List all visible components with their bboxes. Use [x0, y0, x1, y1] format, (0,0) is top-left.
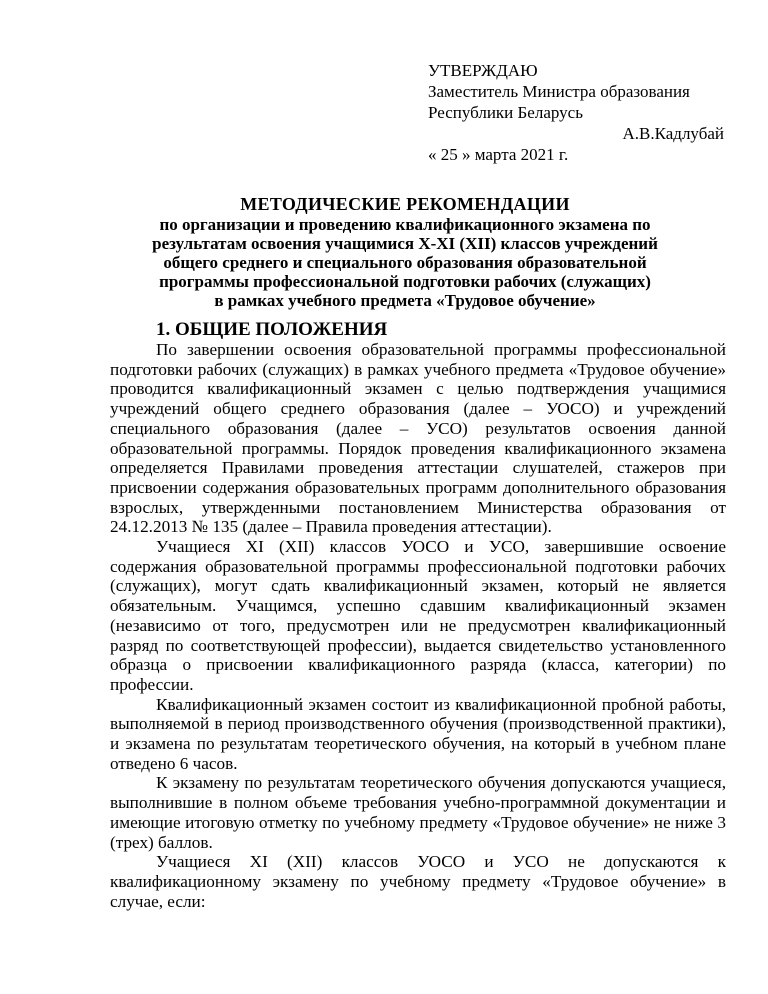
- document-subtitle-line: результатам освоения учащимися X-XI (XII) классов учреждений: [152, 234, 658, 253]
- approval-date: « 25 » марта 2021 г.: [428, 145, 569, 164]
- paragraph: Учащиеся XI (XII) классов УОСО и УСО, завершившие освоение содержания образовательной программы профессиональной подготовки рабочих (служащих), могут сдать квалификационный экзамен, который не является обязательным. Учащимся, успешно сдавшим квалификационный экзамен (независимо от того, предусмотрен или не предусмотрен квалификационный разряд по соответствующей профессии), выдается свидетельство установленного образца о присвоении квалификационного разряда (класса, категории) по профессии.: [110, 537, 726, 694]
- approval-signatory: А.В.Кадлубай: [622, 124, 724, 143]
- approval-heading: УТВЕРЖДАЮ: [428, 61, 538, 80]
- document-subtitle-line: в рамках учебного предмета «Трудовое обучение»: [214, 291, 596, 310]
- approval-position: Заместитель Министра образования: [428, 82, 690, 101]
- paragraph: Квалификационный экзамен состоит из квалификационной пробной работы, выполняемой в период производственного обучения (производственной практики), и экзамена по результатам теоретического обучения, на который в учебном плане отведено 6 часов.: [110, 694, 726, 773]
- section-body: [110, 340, 726, 911]
- document-subtitle-line: по организации и проведению квалификационного экзамена по: [159, 215, 651, 234]
- paragraph: По завершении освоения образовательной программы профессиональной подготовки рабочих (служащих) в рамках учебного предмета «Трудовое обучение» проводится квалификационный экзамен с целью подтверждения учащимися учреждений общего среднего образования (далее – УОСО) и учреждений специального образования (далее – УСО) результатов освоения данной образовательной программы. Порядок проведения квалификационного экзамена определяется Правилами проведения аттестации слушателей, стажеров при присвоении содержания образовательных программ дополнительного образования взрослых, утвержденными постановлением Министерства образования от 24.12.2013 № 135 (далее – Правила проведения аттестации).: [110, 340, 726, 537]
- document-title: МЕТОДИЧЕСКИЕ РЕКОМЕНДАЦИИ: [240, 194, 570, 214]
- paragraph: Учащиеся XI (XII) классов УОСО и УСО не допускаются к квалификационному экзамену по учебному предмету «Трудовое обучение» в случае, если:: [110, 852, 726, 911]
- paragraph: К экзамену по результатам теоретического обучения допускаются учащиеся, выполнившие в полном объеме требования учебно-программной документации и имеющие итоговую отметку по учебному предмету «Трудовое обучение» не ниже 3 (трех) баллов.: [110, 773, 726, 852]
- section-heading: 1. ОБЩИЕ ПОЛОЖЕНИЯ: [156, 319, 388, 340]
- approval-country: Республики Беларусь: [428, 103, 583, 122]
- document-subtitle-line: общего среднего и специального образования образовательной: [163, 253, 647, 272]
- document-title-block: [110, 193, 700, 310]
- approval-block: [428, 60, 728, 165]
- document-subtitle-line: программы профессиональной подготовки рабочих (служащих): [159, 272, 651, 291]
